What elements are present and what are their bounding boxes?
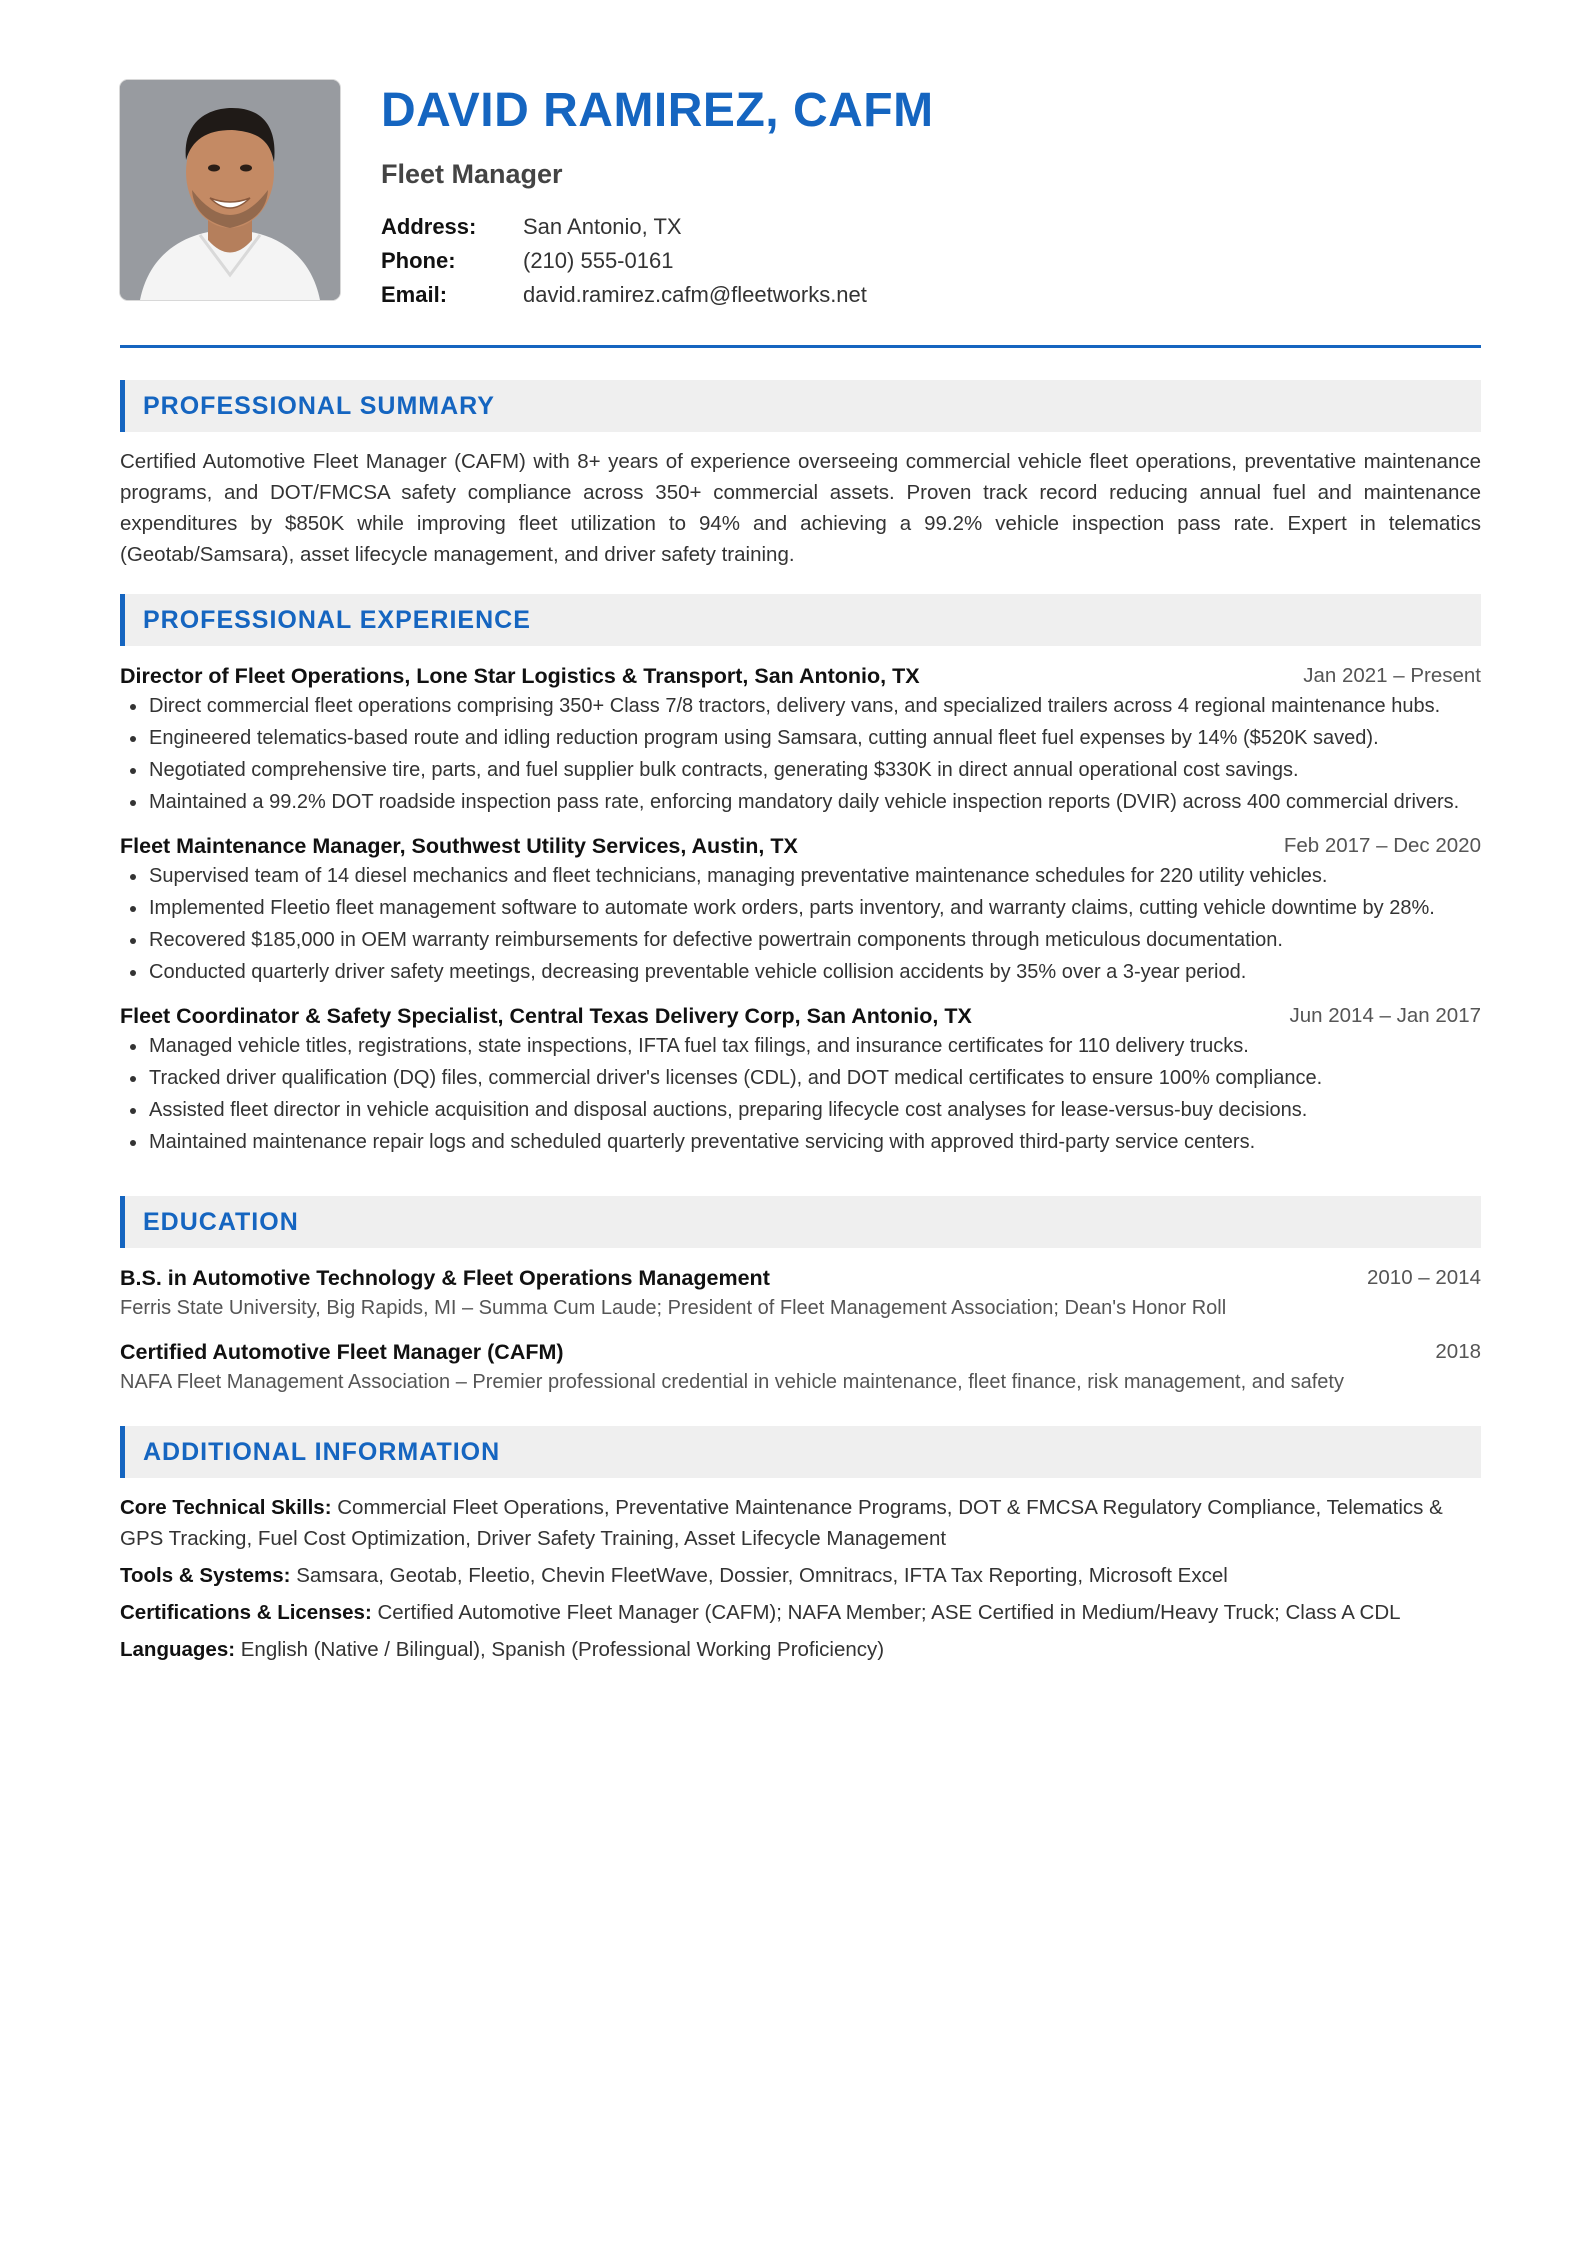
info-row bbox=[120, 1634, 1481, 1665]
section-heading: EDUCATION bbox=[120, 1196, 1481, 1248]
bullet-item: • Direct commercial fleet operations comprising 350+ Class 7/8 tractors, delivery vans, and specialized trailers across 4 regional maintenance hubs. bbox=[148, 692, 1481, 720]
education-entry bbox=[120, 1262, 1481, 1322]
bullet-item: • Maintained maintenance repair logs and scheduled quarterly preventative servicing with approved third-party service centers. bbox=[148, 1128, 1481, 1156]
education-title: B.S. in Automotive Technology & Fleet Operations Management bbox=[120, 1266, 770, 1290]
section-heading: PROFESSIONAL EXPERIENCE bbox=[120, 594, 1481, 646]
info-value: English (Native / Bilingual), Spanish (Professional Working Proficiency) bbox=[240, 1638, 885, 1661]
contact-row-address bbox=[381, 210, 934, 244]
contact-label: Email: bbox=[381, 282, 448, 307]
education-header bbox=[120, 1336, 1481, 1368]
education-date: 2010 – 2014 bbox=[1366, 1266, 1481, 1289]
info-value: Certified Automotive Fleet Manager (CAFM); NAFA Member; ASE Certified in Medium/Heavy Truck; Class A CDL bbox=[377, 1601, 1401, 1624]
additional-section bbox=[120, 1426, 1481, 1665]
contact-label: Address: bbox=[381, 214, 477, 239]
header-info bbox=[381, 80, 934, 312]
job-date: Jan 2021 – Present bbox=[1303, 664, 1481, 687]
education-header bbox=[120, 1262, 1481, 1294]
info-label: Certifications & Licenses: bbox=[120, 1601, 372, 1624]
info-value: Commercial Fleet Operations, Preventative Maintenance Programs, DOT & FMCSA Regulatory Compliance, Telematics & GPS Tracking, Fuel Cost Optimization, Driver Safety Training, Asset Lifecycle Management bbox=[120, 1496, 1443, 1550]
contact-row-phone bbox=[381, 244, 934, 278]
candidate-name: DAVID RAMIREZ, CAFM bbox=[381, 84, 934, 137]
info-row bbox=[120, 1560, 1481, 1591]
bullet-item: • Maintained a 99.2% DOT roadside inspection pass rate, enforcing mandatory daily vehicle inspection reports (DVIR) across 400 commercial drivers. bbox=[148, 788, 1481, 816]
section-heading: ADDITIONAL INFORMATION bbox=[120, 1426, 1481, 1478]
info-label: Tools & Systems: bbox=[120, 1564, 291, 1587]
bullet-item: • Recovered $185,000 in OEM warranty reimbursements for defective powertrain components through meticulous documentation. bbox=[148, 926, 1481, 954]
bullet-item: • Tracked driver qualification (DQ) files, commercial driver's licenses (CDL), and DOT medical certificates to ensure 100% compliance. bbox=[148, 1064, 1481, 1092]
resume-header bbox=[120, 80, 1481, 312]
section-heading: PROFESSIONAL SUMMARY bbox=[120, 380, 1481, 432]
bullet-item: • Engineered telematics-based route and idling reduction program using Samsara, cutting annual fleet fuel expenses by 14% ($520K saved). bbox=[148, 724, 1481, 752]
contact-value: david.ramirez.cafm@fleetworks.net bbox=[523, 282, 867, 307]
education-detail: NAFA Fleet Management Association – Premier professional credential in vehicle maintenance, fleet finance, risk management, and safety bbox=[120, 1371, 1344, 1393]
job-title: Fleet Coordinator & Safety Specialist, Central Texas Delivery Corp, San Antonio, TX bbox=[120, 1004, 972, 1028]
contact-label: Phone: bbox=[381, 248, 456, 273]
contact-value: San Antonio, TX bbox=[523, 214, 682, 239]
job-bullets bbox=[120, 862, 1481, 986]
candidate-role: Fleet Manager bbox=[381, 159, 563, 189]
job-date: Feb 2017 – Dec 2020 bbox=[1283, 834, 1481, 857]
job-bullets bbox=[120, 1032, 1481, 1156]
experience-section bbox=[120, 594, 1481, 1156]
education-title: Certified Automotive Fleet Manager (CAFM) bbox=[120, 1340, 564, 1364]
info-label: Languages: bbox=[120, 1638, 236, 1661]
job-header bbox=[120, 1000, 1481, 1032]
job-entry bbox=[120, 660, 1481, 816]
bullet-item: • Implemented Fleetio fleet management software to automate work orders, parts inventory, and warranty claims, cutting vehicle downtime by 28%. bbox=[148, 894, 1481, 922]
summary-text: Certified Automotive Fleet Manager (CAFM) with 8+ years of experience overseeing commercial vehicle fleet operations, preventative maintenance programs, and DOT/FMCSA safety compliance across 350+ commercial assets. Proven track record reducing annual fuel and maintenance expenditures by $850K while improving fleet utilization to 94% and achieving a 99.2% vehicle inspection pass rate. Expert in telematics (Geotab/Samsara), asset lifecycle management, and driver safety training. bbox=[120, 450, 1481, 566]
contact-block bbox=[381, 210, 934, 312]
additional-list bbox=[120, 1492, 1481, 1665]
education-section bbox=[120, 1196, 1481, 1396]
education-entry bbox=[120, 1336, 1481, 1396]
job-title: Director of Fleet Operations, Lone Star Logistics & Transport, San Antonio, TX bbox=[120, 664, 920, 688]
info-row bbox=[120, 1492, 1481, 1554]
header-divider bbox=[120, 345, 1481, 348]
job-date: Jun 2014 – Jan 2017 bbox=[1289, 1004, 1481, 1027]
job-title: Fleet Maintenance Manager, Southwest Utility Services, Austin, TX bbox=[120, 834, 798, 858]
bullet-item: • Managed vehicle titles, registrations, state inspections, IFTA fuel tax filings, and insurance certificates for 110 delivery trucks. bbox=[148, 1032, 1481, 1060]
education-date: 2018 bbox=[1435, 1340, 1481, 1363]
bullet-item: • Supervised team of 14 diesel mechanics and fleet technicians, managing preventative maintenance schedules for 220 utility vehicles. bbox=[148, 862, 1481, 890]
job-bullets bbox=[120, 692, 1481, 816]
bullet-item: • Conducted quarterly driver safety meetings, decreasing preventable vehicle collision accidents by 35% over a 3-year period. bbox=[148, 958, 1481, 986]
profile-photo bbox=[120, 80, 340, 300]
education-detail: Ferris State University, Big Rapids, MI – Summa Cum Laude; President of Fleet Management Association; Dean's Honor Roll bbox=[120, 1297, 1227, 1319]
info-label: Core Technical Skills: bbox=[120, 1496, 332, 1519]
info-row bbox=[120, 1597, 1481, 1628]
bullet-item: • Negotiated comprehensive tire, parts, and fuel supplier bulk contracts, generating $330K in direct annual operational cost savings. bbox=[148, 756, 1481, 784]
job-entry bbox=[120, 1000, 1481, 1156]
summary-section bbox=[120, 380, 1481, 570]
job-header bbox=[120, 830, 1481, 862]
bullet-item: • Assisted fleet director in vehicle acquisition and disposal auctions, preparing lifecycle cost analyses for lease-versus-buy decisions. bbox=[148, 1096, 1481, 1124]
job-header bbox=[120, 660, 1481, 692]
info-value: Samsara, Geotab, Fleetio, Chevin FleetWave, Dossier, Omnitracs, IFTA Tax Reporting, Microsoft Excel bbox=[296, 1564, 1228, 1587]
contact-value: (210) 555-0161 bbox=[523, 248, 674, 273]
job-entry bbox=[120, 830, 1481, 986]
contact-row-email bbox=[381, 278, 934, 312]
